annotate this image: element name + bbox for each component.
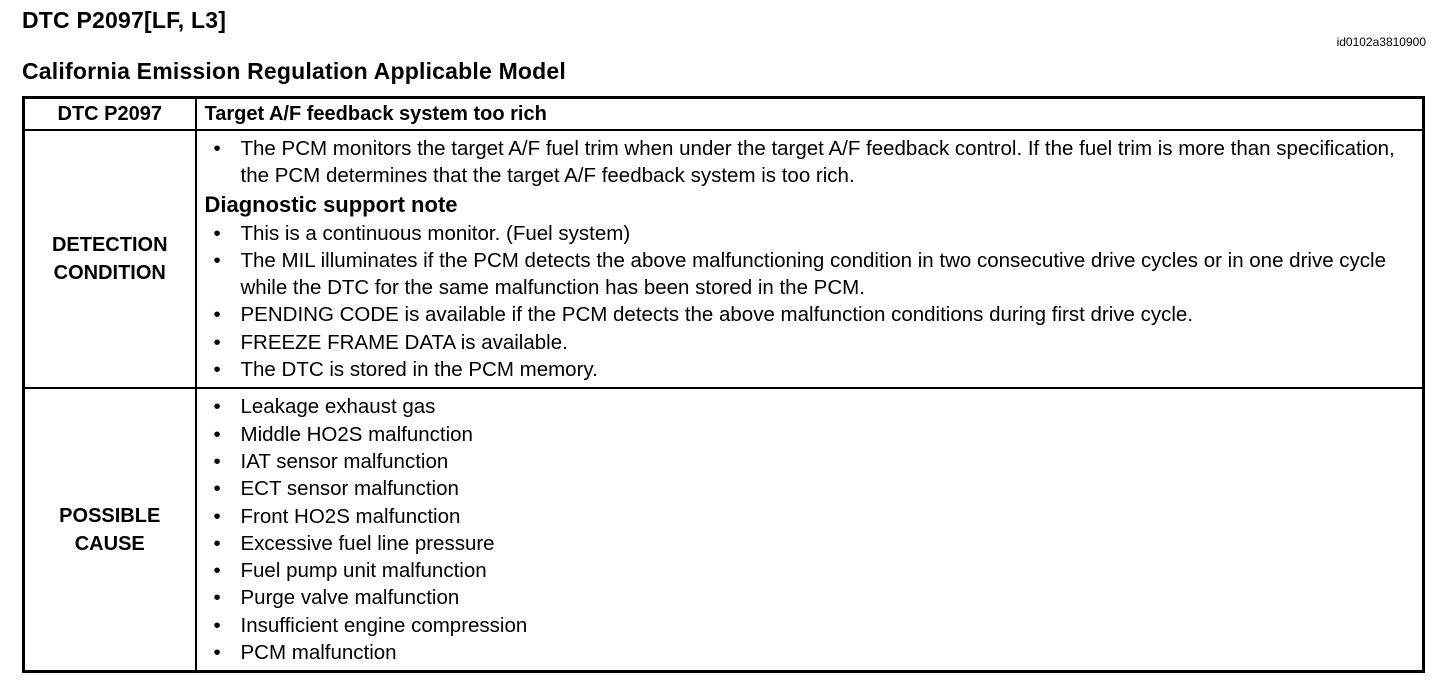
- list-item: • Excessive fuel line pressure: [205, 530, 1415, 557]
- list-item: • Fuel pump unit malfunction: [205, 557, 1415, 584]
- cause-label-line1: POSSIBLE: [59, 504, 161, 527]
- detection-label-line1: DETECTION: [51, 234, 168, 257]
- list-item: • Middle HO2S malfunction: [205, 421, 1415, 448]
- list-item: • FREEZE FRAME DATA is available.: [205, 329, 1415, 356]
- possible-cause-content: [196, 388, 1424, 671]
- list-item: • ECT sensor malfunction: [205, 475, 1415, 502]
- list-item: • This is a continuous monitor. (Fuel system): [205, 220, 1415, 247]
- document-id: id0102a3810900: [1336, 35, 1426, 49]
- dtc-description-cell: Target A/F feedback system too rich: [196, 98, 1424, 131]
- list-item: • Purge valve malfunction: [205, 584, 1415, 611]
- cause-label-line2: CAUSE: [74, 532, 145, 555]
- detection-condition-label: [24, 130, 196, 388]
- detection-label-line2: CONDITION: [53, 262, 166, 285]
- list-item: • PENDING CODE is available if the PCM detects the above malfunction conditions during first drive cycle.: [205, 301, 1415, 328]
- diagnostic-note-list: [205, 220, 1415, 384]
- list-item: • Front HO2S malfunction: [205, 503, 1415, 530]
- possible-cause-list: [205, 393, 1415, 666]
- list-item: • IAT sensor malfunction: [205, 448, 1415, 475]
- list-item: • The MIL illuminates if the PCM detects the above malfunctioning condition in two consecutive drive cycles or in one drive cycle while the DTC for the same malfunction has been stored in the PCM.: [205, 247, 1415, 302]
- list-item: • PCM malfunction: [205, 639, 1415, 666]
- dtc-code-cell: DTC P2097: [24, 98, 196, 131]
- detection-condition-content: [196, 130, 1424, 388]
- list-item: • The DTC is stored in the PCM memory.: [205, 356, 1415, 383]
- list-item: • Insufficient engine compression: [205, 612, 1415, 639]
- detection-condition-row: [24, 130, 1424, 388]
- possible-cause-label: [24, 388, 196, 671]
- diagnostic-note-heading: Diagnostic support note: [204, 191, 458, 217]
- list-item: • Leakage exhaust gas: [205, 393, 1415, 420]
- document-subtitle: California Emission Regulation Applicable Model: [22, 58, 567, 84]
- dtc-table: [22, 96, 1425, 673]
- possible-cause-row: [24, 388, 1424, 671]
- document-title: DTC P2097[LF, L3]: [22, 7, 227, 33]
- table-header-row: [24, 98, 1424, 131]
- detection-intro-list: [205, 135, 1415, 190]
- list-item: • The PCM monitors the target A/F fuel trim when under the target A/F feedback control. If the fuel trim is more than specification, the PCM determines that the target A/F feedback system is too rich.: [205, 135, 1415, 190]
